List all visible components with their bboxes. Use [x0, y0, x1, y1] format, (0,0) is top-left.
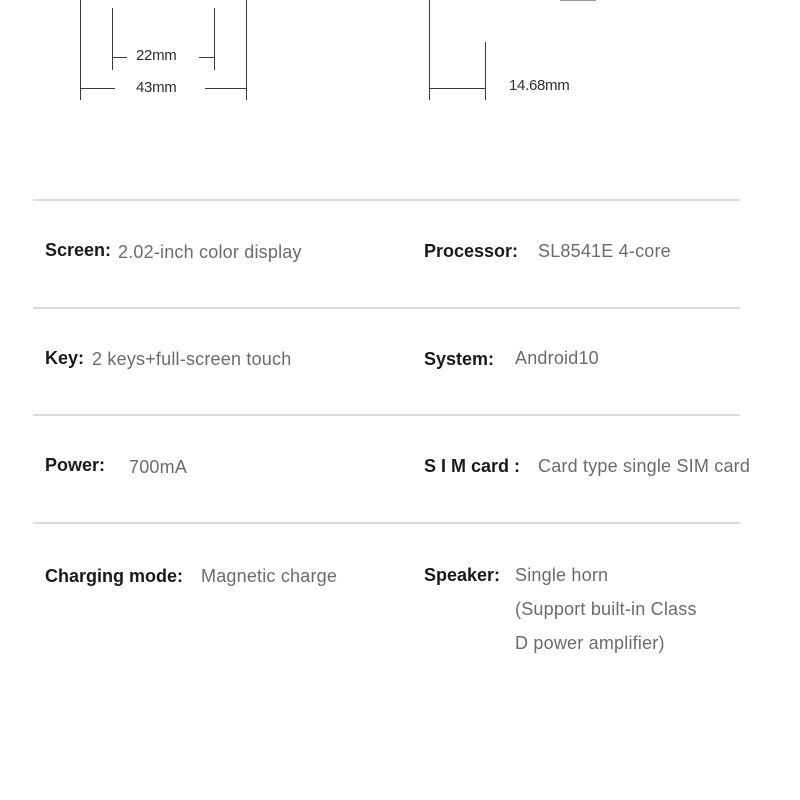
inner-right-edge: [214, 8, 215, 70]
sim-card-label: S I M card :: [424, 456, 521, 476]
speaker-value-line2: (Support built-in Class: [515, 599, 697, 619]
inner-left-edge: [112, 8, 113, 70]
outer-width-label: 43mm: [136, 79, 177, 96]
thickness-dim-line: [430, 88, 485, 89]
outer-dim-line-right: [205, 88, 246, 89]
system-label: System:: [424, 349, 495, 369]
power-value: 700mA: [129, 457, 188, 477]
divider-3: [33, 414, 740, 416]
processor-value: SL8541E 4-core: [538, 241, 671, 261]
divider-4: [33, 522, 740, 524]
screen-label: Screen:: [45, 240, 112, 260]
inner-width-label: 22mm: [136, 47, 177, 64]
system-value: Android10: [515, 348, 599, 368]
speaker-value-line1: Single horn: [515, 565, 609, 585]
speaker-label: Speaker:: [424, 565, 501, 585]
processor-label: Processor:: [424, 241, 519, 261]
side-left-edge: [429, 0, 430, 100]
inner-dim-line-right: [199, 57, 214, 58]
outer-dim-line-left: [81, 88, 115, 89]
divider-1: [33, 199, 740, 201]
side-right-edge: [485, 42, 486, 100]
side-top-arc: [560, 0, 596, 1]
outer-right-edge: [246, 0, 247, 100]
divider-2: [33, 307, 740, 309]
dimension-drawing: [0, 0, 800, 110]
charging-mode-label: Charging mode:: [45, 566, 183, 586]
outer-left-edge: [80, 0, 81, 100]
inner-dim-line-left: [113, 57, 127, 58]
key-value: 2 keys+full-screen touch: [92, 349, 292, 369]
charging-mode-value: Magnetic charge: [201, 566, 338, 586]
speaker-value-line3: D power amplifier): [515, 633, 665, 653]
power-label: Power:: [45, 455, 106, 475]
thickness-label: 14.68mm: [509, 77, 570, 94]
screen-value: 2.02-inch color display: [118, 242, 302, 262]
sim-card-value: Card type single SIM card: [538, 456, 751, 476]
key-label: Key:: [45, 348, 85, 368]
